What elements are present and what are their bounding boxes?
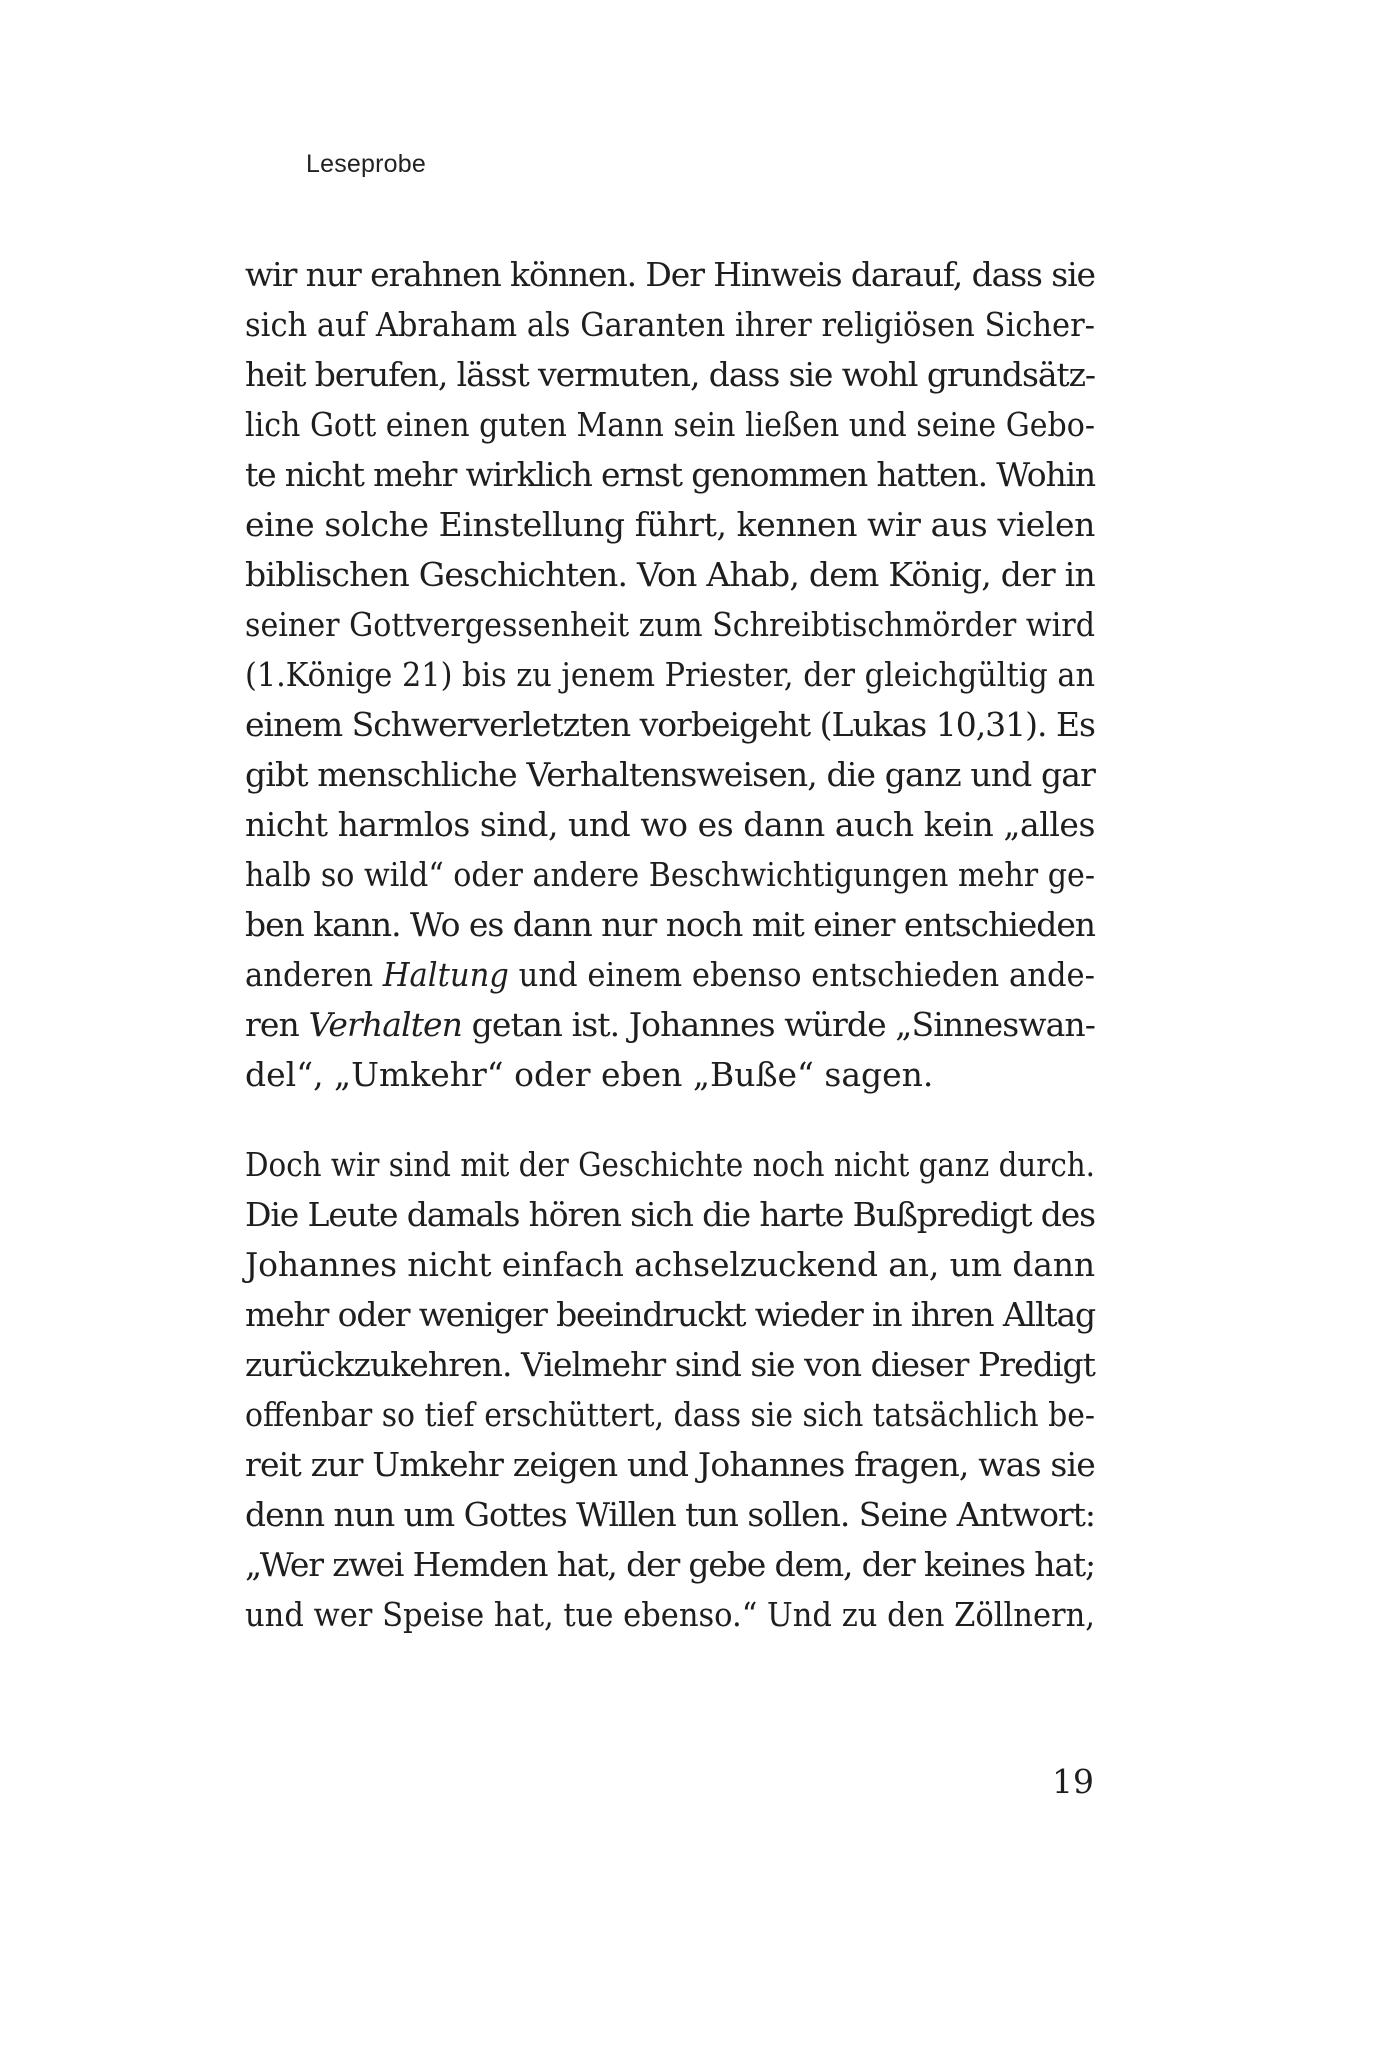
italic-word-verhalten: Verhalten: [308, 1005, 463, 1044]
text-line: Johannes nicht einfach achselzuckend an, um dann: [245, 1245, 1095, 1284]
text-line: Die Leute damals hören sich die harte Bußpredigt des: [245, 1195, 1095, 1234]
text-line: halb so wild“ oder andere Beschwichtigungen mehr ge-: [245, 855, 1095, 894]
text-line: gibt menschliche Verhaltensweisen, die ganz und gar: [245, 755, 1095, 794]
text-segment: getan ist. Johannes würde „Sinneswan-: [462, 1005, 1095, 1044]
text-segment: anderen: [245, 955, 383, 994]
text-line: seiner Gottvergessenheit zum Schreibtischmörder wird: [245, 605, 1095, 644]
text-line: einem Schwerverletzten vorbeigeht (Lukas 10,31). Es: [245, 705, 1095, 744]
text-line: zurückzukehren. Vielmehr sind sie von dieser Predigt: [245, 1345, 1095, 1384]
paragraph-2: [245, 1140, 1095, 1640]
text-line: „Wer zwei Hemden hat, der gebe dem, der keines hat;: [245, 1545, 1095, 1584]
text-line: te nicht mehr wirklich ernst genommen hatten. Wohin: [245, 455, 1095, 494]
text-line: wir nur erahnen können. Der Hinweis darauf, dass sie: [245, 255, 1095, 294]
text-segment: ren: [245, 1005, 309, 1044]
text-line-with-italic: [245, 1000, 1095, 1050]
text-line: mehr oder weniger beeindruckt wieder in ihren Alltag: [245, 1295, 1095, 1334]
text-line: lich Gott einen guten Mann sein ließen und seine Gebo-: [245, 405, 1095, 444]
text-segment: und einem ebenso entschieden ande-: [508, 955, 1095, 994]
text-line: (1.Könige 21) bis zu jenem Priester, der gleichgültig an: [245, 655, 1095, 694]
paragraph-1: [245, 250, 1095, 1100]
text-line: sich auf Abraham als Garanten ihrer religiösen Sicher-: [245, 305, 1095, 344]
text-line: reit zur Umkehr zeigen und Johannes fragen, was sie: [245, 1445, 1095, 1484]
text-line: offenbar so tief erschüttert, dass sie sich tatsächlich be-: [245, 1395, 1095, 1434]
italic-word-haltung: Haltung: [382, 955, 509, 994]
text-line: heit berufen, lässt vermuten, dass sie wohl grundsätz-: [245, 355, 1095, 394]
text-line: Doch wir sind mit der Geschichte noch nicht ganz durch.: [245, 1145, 1095, 1184]
text-line: nicht harmlos sind, und wo es dann auch kein „alles: [245, 805, 1095, 844]
text-line: ben kann. Wo es dann nur noch mit einer entschieden: [245, 905, 1096, 944]
text-line: biblischen Geschichten. Von Ahab, dem König, der in: [245, 555, 1095, 594]
text-line: del“, „Umkehr“ oder eben „Buße“ sagen.: [245, 1055, 934, 1094]
page-number: 19: [1052, 1762, 1094, 1801]
text-line-with-italic: [245, 950, 1095, 1000]
text-line: eine solche Einstellung führt, kennen wir aus vielen: [245, 505, 1095, 544]
running-header: Leseprobe: [306, 150, 426, 178]
text-line: denn nun um Gottes Willen tun sollen. Seine Antwort:: [245, 1495, 1095, 1534]
text-line: und wer Speise hat, tue ebenso.“ Und zu den Zöllnern,: [245, 1595, 1095, 1634]
